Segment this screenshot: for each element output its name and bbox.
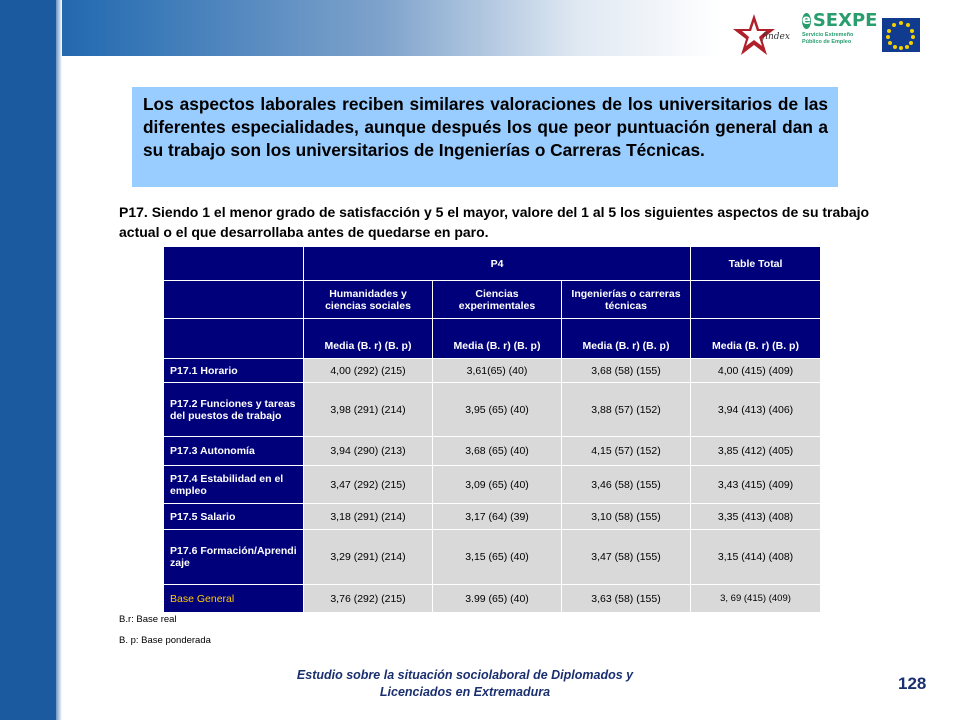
sexpe-logo-title: SEXPE (812, 10, 878, 31)
table-row (164, 585, 821, 613)
column-header: Ciencias experimentales (433, 281, 562, 319)
table-cell: 3.99 (65) (40) (433, 585, 562, 613)
table-cell: 4,00 (292) (215) (304, 359, 433, 383)
table-cell: 3, 69 (415) (409) (691, 585, 821, 613)
question-text: P17. Siendo 1 el menor grado de satisfacción y 5 el mayor, valore del 1 al 5 los siguientes aspectos de su trabajo actual o el que desarrollaba antes de quedarse en paro. (119, 204, 870, 240)
metric-label: Media (B. r) (B. p) (304, 319, 433, 359)
metric-label: Media (B. r) (B. p) (691, 319, 821, 359)
table-cell: 3,35 (413) (408) (691, 504, 821, 530)
row-label: P17.5 Salario (164, 504, 304, 530)
logo-group (732, 12, 920, 58)
row-label-base: Base General (164, 585, 304, 613)
table-cell: 3,61(65) (40) (433, 359, 562, 383)
sexpe-e-icon: e (802, 13, 811, 28)
table-corner-cell (164, 319, 304, 359)
table-cell: 3,95 (65) (40) (433, 383, 562, 437)
column-header-empty (691, 281, 821, 319)
table-metric-row (164, 319, 821, 359)
table-header-row (164, 247, 821, 281)
table-row (164, 383, 821, 437)
table-cell: 3,29 (291) (214) (304, 530, 433, 585)
sexpe-logo (802, 10, 878, 58)
table-cell: 3,15 (65) (40) (433, 530, 562, 585)
row-label: P17.1 Horario (164, 359, 304, 383)
findex-logo-text: findex (762, 32, 790, 42)
row-label: P17.6 Formación/Aprendizaje (164, 530, 304, 585)
table-cell: 3,76 (292) (215) (304, 585, 433, 613)
table-cell: 3,98 (291) (214) (304, 383, 433, 437)
table-cell: 4,00 (415) (409) (691, 359, 821, 383)
metric-label: Media (B. r) (B. p) (562, 319, 691, 359)
summary-callout: Los aspectos laborales reciben similares valoraciones de los universitarios de las diferentes especialidades, aunque después los que peor puntuación general dan a su trabajo son los universitarios de Ingenierías o Carreras Técnicas. (132, 87, 838, 187)
table-cell: 3,46 (58) (155) (562, 466, 691, 504)
table-cell: 4,15 (57) (152) (562, 437, 691, 466)
footer-line-2: Licenciados en Extremadura (379, 685, 551, 699)
row-label: P17.2 Funciones y tareas del puestos de trabajo (164, 383, 304, 437)
page-number: 128 (898, 674, 927, 693)
note-base-real: B.r: Base real (119, 614, 177, 625)
table-corner-cell (164, 247, 304, 281)
table-corner-cell (164, 281, 304, 319)
results-table (163, 246, 821, 613)
eu-flag-icon (882, 18, 920, 52)
footer-title (260, 667, 670, 701)
table-cell: 3,94 (413) (406) (691, 383, 821, 437)
left-accent-bar (0, 0, 56, 720)
metric-label: Media (B. r) (B. p) (433, 319, 562, 359)
footer-line-1: Estudio sobre la situación sociolaboral de Diplomados y (296, 668, 634, 682)
row-label: P17.3 Autonomía (164, 437, 304, 466)
table-cell: 3,17 (64) (39) (433, 504, 562, 530)
table-cell: 3,10 (58) (155) (562, 504, 691, 530)
column-header: Humanidades y ciencias sociales (304, 281, 433, 319)
table-row (164, 504, 821, 530)
left-accent-fade (56, 0, 62, 720)
table-cell: 3,68 (65) (40) (433, 437, 562, 466)
table-cell: 3,15 (414) (408) (691, 530, 821, 585)
table-cell: 3,09 (65) (40) (433, 466, 562, 504)
table-cell: 3,47 (292) (215) (304, 466, 433, 504)
column-header: Ingenierías o carreras técnicas (562, 281, 691, 319)
table-row (164, 359, 821, 383)
table-row (164, 437, 821, 466)
note-base-ponderada: B. p: Base ponderada (119, 635, 211, 646)
table-cell: 3,88 (57) (152) (562, 383, 691, 437)
table-row (164, 530, 821, 585)
sexpe-logo-subtitle: Servicio Extremeño Público de Empleo (802, 32, 854, 45)
table-cell: 3,63 (58) (155) (562, 585, 691, 613)
row-label: P17.4 Estabilidad en el empleo (164, 466, 304, 504)
table-cell: 3,94 (290) (213) (304, 437, 433, 466)
findex-logo (732, 12, 792, 58)
table-cell: 3,47 (58) (155) (562, 530, 691, 585)
table-row (164, 466, 821, 504)
total-header: Table Total (691, 247, 821, 281)
table-subheader-row (164, 281, 821, 319)
group-header-p4: P4 (304, 247, 691, 281)
table-cell: 3,85 (412) (405) (691, 437, 821, 466)
table-cell: 3,43 (415) (409) (691, 466, 821, 504)
table-cell: 3,18 (291) (214) (304, 504, 433, 530)
table-cell: 3,68 (58) (155) (562, 359, 691, 383)
